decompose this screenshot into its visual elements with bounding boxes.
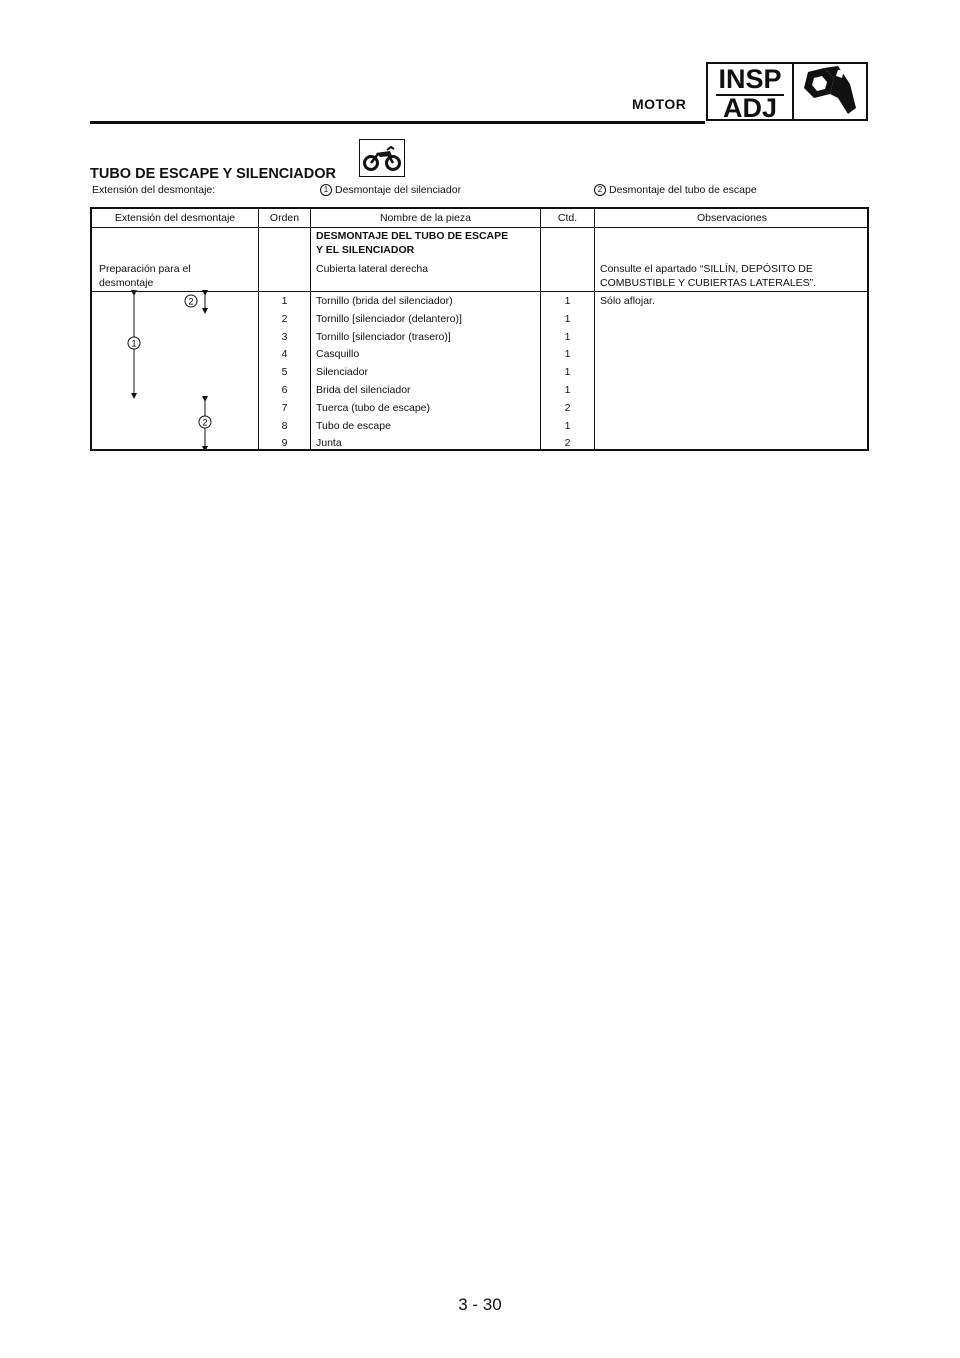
row-part-name: Tornillo [silenciador (trasero)] <box>316 330 451 343</box>
scope-item-2-number: 2 <box>594 184 606 196</box>
badge-line2: ADJ <box>722 93 777 123</box>
prep-part: Cubierta lateral derecha <box>316 263 429 275</box>
row-note: Sólo aflojar. <box>600 295 655 307</box>
row-part-name: Tornillo (brida del silenciador) <box>316 295 453 307</box>
prep-label-line1: Preparación para el <box>99 263 191 275</box>
section-label: MOTOR <box>632 96 687 112</box>
scope-item-1-number: 1 <box>320 184 332 196</box>
marker-2-top: 2 <box>188 296 194 307</box>
insp-adj-badge <box>706 62 868 121</box>
row-order: 1 <box>281 295 288 307</box>
scope-item-1 <box>320 184 461 196</box>
row-order: 6 <box>281 384 288 396</box>
row-order: 8 <box>281 419 288 432</box>
page-title: TUBO DE ESCAPE Y SILENCIADOR <box>90 166 337 182</box>
disassembly-table <box>90 207 869 451</box>
section-heading-line1: DESMONTAJE DEL TUBO DE ESCAPE <box>316 230 509 242</box>
marker-1: 1 <box>131 338 137 349</box>
row-qty: 1 <box>564 419 571 432</box>
motorcycle-icon <box>359 139 405 177</box>
row-order: 4 <box>281 348 288 361</box>
row-qty: 1 <box>564 295 571 307</box>
row-part-name: Brida del silenciador <box>316 384 411 396</box>
marker-2-bottom: 2 <box>202 417 208 428</box>
row-qty: 1 <box>564 312 571 325</box>
row-qty: 2 <box>564 437 571 450</box>
page-number: 3 - 30 <box>458 1295 502 1314</box>
header-order: Orden <box>269 212 300 224</box>
scope-item-1-text: Desmontaje del silenciador <box>335 184 462 196</box>
row-qty: 1 <box>564 366 571 379</box>
header-notes: Observaciones <box>696 212 768 224</box>
wrench-nut-icon <box>794 64 866 119</box>
row-part-name: Tubo de escape <box>316 419 391 432</box>
row-order: 2 <box>281 312 288 325</box>
header-part-name: Nombre de la pieza <box>379 212 472 224</box>
row-order: 5 <box>281 366 288 379</box>
row-qty: 1 <box>564 330 571 343</box>
row-qty: 1 <box>564 384 571 396</box>
row-part-name: Junta <box>316 437 342 450</box>
header-rule <box>90 121 705 124</box>
scope-item-2-text: Desmontaje del tubo de escape <box>609 184 757 196</box>
header-scope: Extensión del desmontaje <box>114 212 236 224</box>
section-heading-line2: Y EL SILENCIADOR <box>316 244 415 256</box>
header-qty: Ctd. <box>557 212 578 224</box>
prep-note-line2: COMBUSTIBLE Y CUBIERTAS LATERALES”. <box>600 277 817 289</box>
prep-note-line1: Consulte el apartado “SILLÍN, DEPÓSITO DE <box>600 263 813 275</box>
prep-label-line2: desmontaje <box>99 277 154 289</box>
row-order: 7 <box>281 401 288 414</box>
row-qty: 2 <box>564 401 571 414</box>
row-part-name: Casquillo <box>316 348 360 361</box>
scope-item-2 <box>594 184 757 196</box>
row-qty: 1 <box>564 348 571 361</box>
scope-label: Extensión del desmontaje: <box>92 184 216 196</box>
scope-arrows <box>92 209 258 449</box>
row-order: 3 <box>281 330 288 343</box>
row-part-name: Silenciador <box>316 366 368 379</box>
row-part-name: Tornillo [silenciador (delantero)] <box>316 312 462 325</box>
badge-line1: INSP <box>718 64 782 94</box>
row-part-name: Tuerca (tubo de escape) <box>316 401 431 414</box>
row-order: 9 <box>281 437 288 450</box>
